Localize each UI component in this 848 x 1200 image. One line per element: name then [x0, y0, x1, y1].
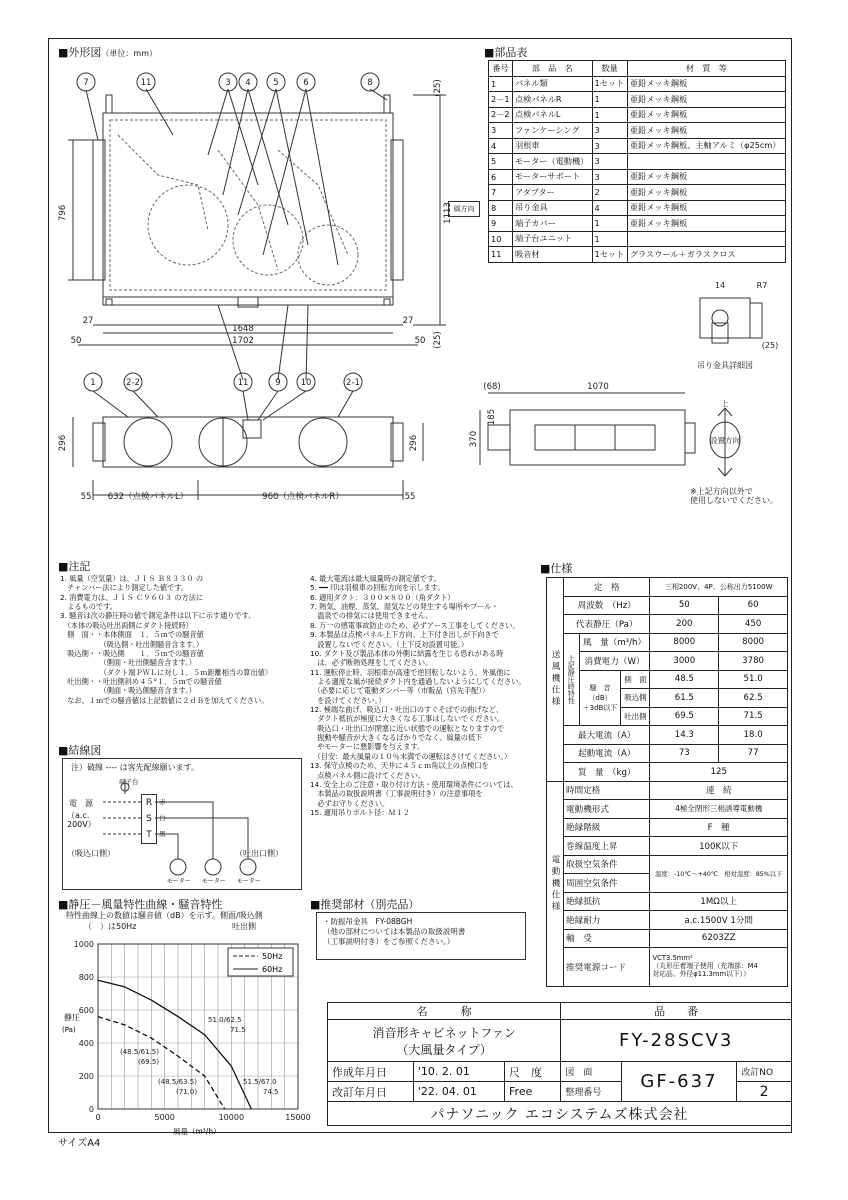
wiring-title: ■結線図 [58, 744, 102, 757]
dim-25b: (25) [433, 331, 443, 349]
noise-label-1b: 71.5 [230, 1026, 246, 1034]
dim-796: 796 [58, 204, 68, 222]
series-line-50Hz [98, 1017, 225, 1109]
callout-1: 1 [90, 378, 96, 388]
noise-label-1a: 51.0/62.5 [208, 1016, 242, 1024]
wire-colors: 赤 白 黒 [159, 798, 166, 838]
callout-9: 9 [275, 378, 281, 388]
install-note: ※上記方向以外で 使用しないでください。 [690, 487, 778, 506]
parts-row: 5 モーター（電動機） 3 [489, 154, 786, 170]
callout-2-2: 2-2 [126, 378, 140, 388]
dim-27b: 27 [402, 316, 414, 326]
noise-label-3b: (71.0) [176, 1088, 198, 1096]
legend-50: 50Hz [262, 952, 283, 961]
title-block: 名 称 品 番 消音形キャビネットファン （大風量タイプ） FY-28SCV3 作成年月日 '10. 2. 01 尺 度 図 面 GF-637 改訂NO 改訂年月日 '22. 04. 01 Free 整理番号 2 パナソニック エコシステムズ株式会社 [327, 1002, 792, 1126]
install-dir: 設置方向 [710, 436, 740, 445]
wiring-diagram [62, 758, 302, 890]
curve-note2: （ ）は50Hz [84, 922, 137, 931]
notes-right: 4. 最大電流は最大風量時の測定値です。 5. ━━ 印は羽根車の回転方向を示します。 6. 適用ダクト：３００×８００（角ダクト） 7. 熱気、油煙、蒸気、湿気などの発生する場所やプール・ 温泉での排気には使用できません。 8. 万一の感電事故防止のため、必ずアース工事をしてください。 9. 本製品は点検パネル上下方向、上下付き出しが下向きで 設置しないでください。（上下反対設置可能。） 10. ダクト及び製品本体の外側に結露を生じる恐れがある時 は、必ず断熱処理をしてください。 11. 運転停止時、羽根車が高速で逆回転しないよう、外風他に よる適度な風が接続ダクト内を通過しないようにしてください。 （必要に応じて電動ダンパー等（市販品（官先手配）） を設けてください。） 12. 極端な曲げ、吸込口・吐出口のすぐそばでの曲げなど、 ダクト抵抗が極度に大きくなる工事はしないでください。 吸込口・吐出口が閉塞に近い状態での運転となりますので 振動や騒音が大きくなるばかりでなく、風量の低下 やモーターに悪影響を与えます。 （目安：最大風量の１０％未満での運転はさけてください。） 13. 保守点検のため、天井に４５ｃｍ角以上の点検口を 点検パネル側に設けてください。 14. 安全上のご注意・取り付け方法・使用環境条件については、 本製品の取扱説明書（工事説明付き）の注意事項を 必ずお守りください。 15. 適用吊りボルト径：Ｍ１２ [310, 574, 526, 817]
callout-7: 7 [83, 78, 89, 88]
dim-185: 185 [487, 408, 497, 426]
install-direction [700, 398, 760, 483]
noise-label-2a: (48.5/61.5) [120, 1048, 159, 1056]
dim-55a: 55 [80, 492, 92, 502]
curve-colhead2: 吐出側 [232, 922, 256, 931]
wiring-legend: 注）破線 ---- は客先配線願います。 [71, 763, 199, 772]
terminal-block: R S T [141, 794, 157, 844]
parts-row: 10 端子台ユニット 1 [489, 231, 786, 247]
series-line-60Hz [98, 980, 251, 1109]
detail-title: 吊り金具詳細図 [697, 361, 753, 370]
dim-960: 960（点検パネルR） [262, 492, 344, 502]
dim-296a: 296 [58, 434, 68, 452]
noise-label-3a: (48.5/63.5) [158, 1078, 197, 1086]
x-label: 風量（m³/h） [173, 1127, 221, 1136]
parts-table: 番号 部 品 名 数量 材 質 等 1 パネル類 1セット 亜鉛メッキ鋼板 2－1 点検パネルR 1 亜鉛メッキ鋼板 2－2 点検パネルL 1 亜鉛メッキ鋼板 3 ファンケーシング 3 亜鉛メッキ鋼板 4 羽根車 3 亜鉛メッキ鋼板、主軸アルミ（φ25cm） 5 モーター（電動機） 3 6 モーターサポート 3 亜鉛メッキ鋼板 7 アダプター 2 亜鉛メッキ鋼板 8 吊り金具 4 亜鉛メッキ鋼板 9 端子カバー 1 亜鉛メッキ鋼板 10 端子台ユニット 1 11 吸音材 1セット グラスウール＋ガラスクロス [488, 60, 786, 263]
wiring-outlet: （吐出口側） [235, 849, 283, 858]
dim-50a: 50 [70, 336, 82, 346]
x-tick-label: 15000 [285, 1113, 311, 1122]
paper-size: サイズA4 [58, 1138, 101, 1149]
parts-row: 2－2 点検パネルL 1 亜鉛メッキ鋼板 [489, 107, 786, 123]
parts-row: 8 吊り金具 4 亜鉛メッキ鋼板 [489, 200, 786, 216]
dim-1648: 1648 [232, 324, 254, 334]
noise-label-4a: 51.5/67.0 [243, 1078, 277, 1086]
airflow-arrow: 風方向 [448, 201, 480, 217]
detail-25: (25) [761, 341, 779, 350]
noise-label-4b: 74.5 [263, 1088, 279, 1096]
dim-632: 632（点検パネルL） [107, 492, 189, 502]
x-tick-label: 0 [95, 1113, 101, 1122]
dim-296b: 296 [409, 434, 419, 452]
terminal-block-label: 端子台 [119, 778, 139, 786]
y-tick-label: 1000 [73, 940, 94, 949]
motor-label-1: モーター [167, 878, 191, 885]
parts-title: ■部品表 [484, 46, 528, 59]
parts-row: 3 ファンケーシング 3 亜鉛メッキ鋼板 [489, 123, 786, 139]
wiring-voltage: （a.c. 200V） [67, 811, 96, 830]
dim-1070: 1070 [587, 382, 609, 392]
dim-25a: (25) [433, 79, 443, 97]
recommended-title: ■推奨部材（別売品） [310, 898, 420, 911]
parts-row: 6 モーターサポート 3 亜鉛メッキ鋼板 [489, 169, 786, 185]
x-tick-label: 10000 [218, 1113, 245, 1122]
detail-14: 14 [714, 281, 726, 290]
top-view-body [103, 113, 393, 305]
dim-1113: 1113 [443, 202, 453, 224]
callout-11: 11 [140, 78, 152, 88]
legend-60: 60Hz [262, 965, 283, 974]
dim-1702: 1702 [232, 336, 254, 346]
noise-label-2b: (69.5) [138, 1058, 160, 1066]
outline-drawing [48, 55, 488, 525]
notes-left: 1. 風量（空気量）は、ＪＩＳ Ｂ８３３０ の チャンバー法により測定した値です。 2. 消費電力は、ＪＩＳ Ｃ９６０３ の方法に よるものです。 3. 騒音は次の静圧時の値で測定条件は以下に示す通りです。 （本体の吸込吐出両側にダクト接続時） 側 面・・本体側面 １．５ｍでの騒音値 （吸込側・吐出側騒音含ます。） 吸込側・・吸込側 １．５ｍでの騒音値 （側面・吐出側騒音含ます。） （ダクト端ＰＷＬに対し１．５ｍ距離相当の算出値） 吐出側・・吐出側斜め４５°１．５ｍでの騒音値 （側面・吸込側騒音含ます。） なお、１ｍでの騒音値は上記数値に２ｄＢを加えてください。 [60, 574, 273, 705]
curve-note1: 特性曲線上の数値は騒音値（dB）を示す。 [66, 911, 220, 920]
front-view [469, 375, 710, 490]
dim-68: (68) [483, 382, 501, 392]
x-tick-label: 5000 [154, 1113, 175, 1122]
spec-title: ■仕様 [540, 562, 573, 575]
callout-11b: 11 [237, 378, 249, 388]
callout-6: 6 [303, 78, 309, 88]
recommended-box: ・防振吊金具 FY-08BGH （他の部材については本製品の取扱説明書 （工事説明付き）をご参照ください。） [316, 912, 526, 960]
parts-row: 1 パネル類 1セット 亜鉛メッキ鋼板 [489, 76, 786, 92]
callout-3: 3 [225, 78, 231, 88]
y-tick-label: 600 [78, 1006, 94, 1015]
y-tick-label: 0 [88, 1105, 94, 1114]
callout-10: 10 [300, 378, 312, 388]
curve-colhead: 側面/吸込側 [220, 911, 263, 920]
callout-4: 4 [245, 78, 251, 88]
callout-5: 5 [273, 78, 279, 88]
parts-row: 7 アダプター 2 亜鉛メッキ鋼板 [489, 185, 786, 201]
parts-row: 9 端子カバー 1 亜鉛メッキ鋼板 [489, 216, 786, 232]
y-unit: (Pa) [62, 1026, 76, 1034]
curve-title: ■静圧－風量特性曲線・騒音特性 [58, 898, 223, 911]
parts-row: 4 羽根車 3 亜鉛メッキ鋼板、主軸アルミ（φ25cm） [489, 138, 786, 154]
motor-label-2: モーター [202, 878, 226, 885]
parts-row: 11 吸音材 1セット グラスウール＋ガラスクロス [489, 247, 786, 263]
y-tick-label: 800 [78, 973, 94, 982]
dim-50b: 50 [414, 336, 426, 346]
dim-55b: 55 [404, 492, 416, 502]
detail-r7: R7 [756, 281, 768, 290]
outline-title: ■外形図（単位：mm） [58, 46, 157, 59]
install-up: 上 [721, 399, 729, 408]
callout-8: 8 [367, 78, 373, 88]
dim-27a: 27 [82, 316, 94, 326]
side-view-body [103, 417, 393, 467]
spec-table: 送風機仕様 定 格 三相200V、4P、公称出力5100W 周波数 （Hz） 50 60 代表静圧（Pa） 200 450 上記静圧時特性 風 量（m³/h） 8000 8000 消費電力（W） 3000 3780 騒 音 （dB） ＋3dB以下 側 面 48.5 51.0 吸込側 61.5 62.5 吐出側 69.5 71.5 最大電流（A） 14.3 18.0 起動電流（A） 73 77 質 量 （kg） 125 電動機仕様 時間定格 連 続 電動機形式 4極全閉形三相誘導電動機 絶縁階級 F 種 巻線温度上昇 100K以下 取扱空気条件 温度：-10℃～+40℃ 相対湿度：85%以下 周囲空気条件 絶縁抵抗 1MΩ以上 絶縁耐力 a.c.1500V 1分間 軸 受 6203ZZ 推奨電源コード VCT3.5mm² （丸形圧着端子使用（充端部：M4 対応品、外径φ11.3mm以下）） [546, 577, 788, 987]
y-label: 静圧 [64, 1013, 80, 1022]
parts-row: 2－1 点検パネルR 1 亜鉛メッキ鋼板 [489, 92, 786, 108]
dim-370: 370 [469, 430, 479, 448]
hanger-detail [690, 278, 785, 373]
pressure-flow-chart [58, 930, 311, 1136]
notes-title: ■注記 [58, 560, 91, 573]
wiring-inlet: （吸込口側） [67, 849, 115, 858]
motor-label-3: モーター [237, 878, 261, 885]
y-tick-label: 400 [78, 1039, 94, 1048]
y-tick-label: 200 [78, 1072, 94, 1081]
callout-2-1: 2-1 [346, 378, 360, 388]
wiring-power: 電 源 [69, 799, 93, 808]
